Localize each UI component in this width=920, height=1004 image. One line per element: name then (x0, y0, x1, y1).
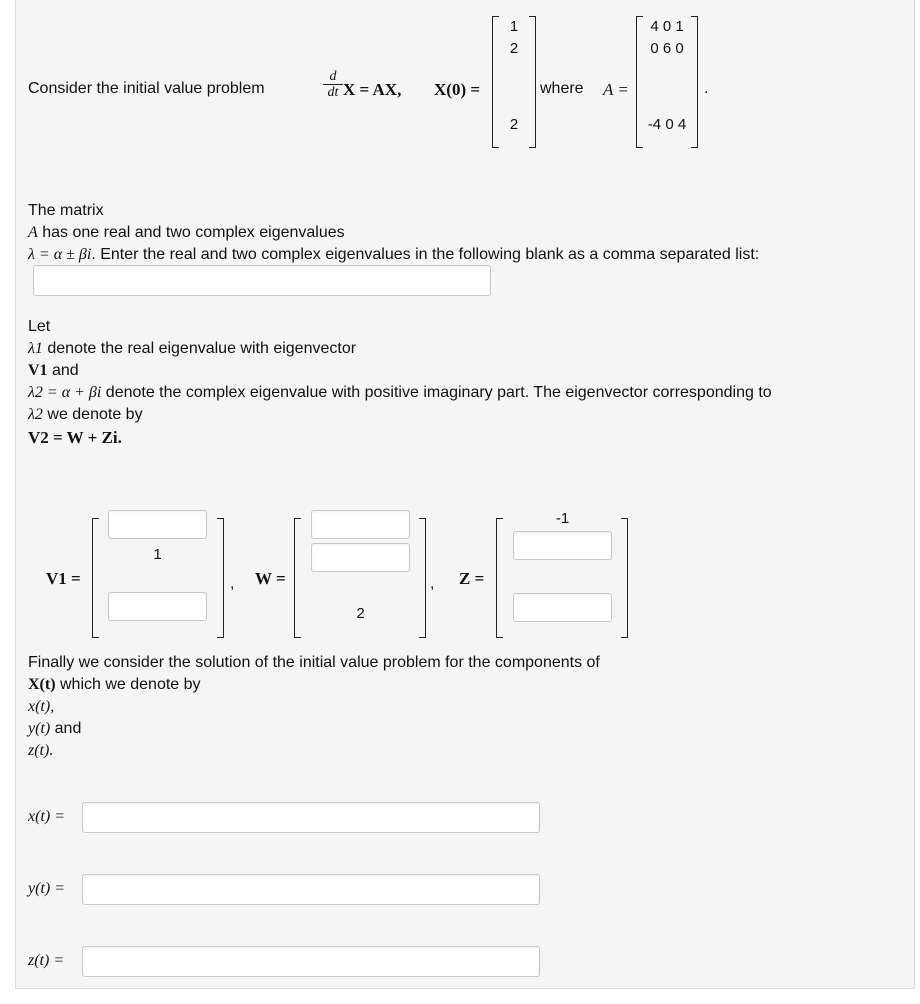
z-entry-1: -1 (555, 510, 570, 527)
v1-label: V1 = (46, 569, 81, 588)
x0-entry-3: 2 (509, 116, 519, 133)
w-entry-1-input[interactable] (311, 510, 410, 539)
finally-line-4-text: and (50, 720, 82, 737)
v1-entry-1-input[interactable] (108, 510, 207, 539)
x0-entry-1: 1 (509, 18, 519, 35)
a-matrix-label (603, 80, 629, 100)
a-row-4: -4 0 4 (647, 116, 687, 133)
z-entry-3-input[interactable] (513, 593, 612, 622)
eigen-instructions: . Enter the real and two complex eigenvalues in the following blank as a comma separated list: (91, 246, 760, 263)
y-solution-label: y(t) = (28, 880, 65, 897)
xt-var: X(t) (28, 676, 56, 693)
let-line-2-text: denote the real eigenvalue with eigenvector (42, 340, 357, 357)
eigen-line-3 (28, 246, 759, 264)
a-label-text: A = (603, 80, 629, 99)
where-label: where (540, 80, 584, 97)
z-component: z(t). (28, 742, 54, 759)
x0-entry-2: 2 (509, 40, 519, 57)
comma-1: , (230, 575, 235, 592)
a-row-1: 4 0 1 (650, 18, 684, 35)
ode-equation: X = AX, (343, 80, 402, 99)
intro-text: Consider the initial value problem (28, 80, 265, 97)
w-entry-2-input[interactable] (311, 543, 410, 572)
let-line-5 (28, 406, 143, 424)
finally-text: Finally we consider the solution of the initial value problem for the components of (28, 654, 600, 671)
x0-vector (492, 16, 536, 146)
finally-line-4 (28, 720, 81, 738)
w-label: W = (255, 569, 286, 588)
let-line-2 (28, 340, 356, 358)
x-solution-input[interactable] (82, 802, 540, 833)
a-matrix (636, 16, 698, 146)
let-line-3 (28, 362, 79, 380)
w-entry-3: 2 (356, 605, 365, 622)
z-label: Z = (459, 569, 485, 588)
x-solution-label: x(t) = (28, 808, 65, 825)
initial-condition-label: X(0) = (434, 80, 481, 99)
let-line-5-text: we denote by (42, 406, 143, 423)
let-text: Let (28, 318, 51, 335)
let-line-4 (28, 384, 772, 402)
z-solution-input[interactable] (82, 946, 540, 977)
frac-denominator: dt (327, 85, 339, 100)
lambda2-form: λ2 = α + βi (28, 384, 102, 401)
let-line-4-text: denote the complex eigenvalue with positive imaginary part. The eigenvector corresponding to (101, 384, 772, 401)
matrix-text: The matrix (28, 202, 104, 219)
let-line-3-text: and (47, 362, 79, 379)
lambda2-var: λ2 (28, 406, 43, 423)
comma-2: , (430, 575, 435, 592)
z-entry-2-input[interactable] (513, 531, 612, 560)
z-solution-label: z(t) = (28, 952, 65, 969)
a-row-2: 0 6 0 (650, 40, 684, 57)
period: . (704, 80, 709, 97)
lambda1-var: λ1 (28, 340, 43, 357)
finally-line-2 (28, 676, 201, 694)
x-component: x(t), (28, 698, 55, 715)
y-component: y(t) (28, 720, 51, 737)
problem-panel (15, 0, 915, 989)
v1-entry-3-input[interactable] (108, 592, 207, 621)
v1-entry-2: 1 (153, 546, 162, 563)
lambda-form: λ = α ± βi (28, 246, 92, 263)
eigen-line-2 (28, 224, 345, 242)
eigenvalues-input[interactable] (33, 265, 491, 296)
eigen-line-2-text: has one real and two complex eigenvalues (37, 224, 345, 241)
y-solution-input[interactable] (82, 874, 540, 905)
frac-numerator: d (329, 69, 337, 84)
a-var: A (28, 224, 38, 241)
v2-definition: V2 = W + Zi. (28, 428, 122, 447)
finally-line-2-text: which we denote by (55, 676, 201, 693)
v1-var: V1 (28, 362, 48, 379)
derivative-fraction (323, 70, 343, 99)
